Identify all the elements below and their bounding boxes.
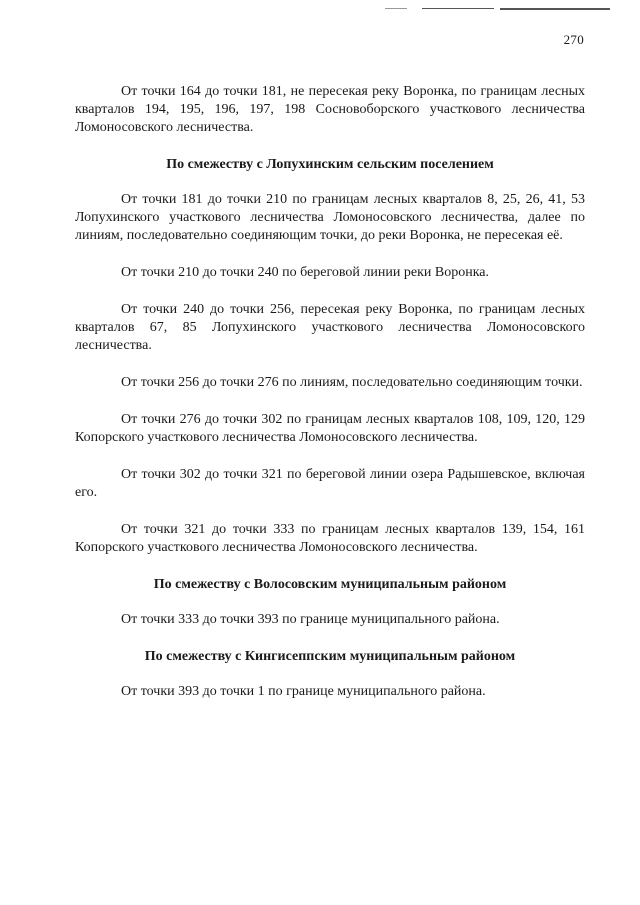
scan-artifact-line (500, 8, 610, 10)
paragraph-points-333-393: От точки 333 до точки 393 по границе муниципального района. (121, 612, 500, 627)
paragraph-points-302-321: От точки 302 до точки 321 по береговой линии озера Радышевское, включая его. (75, 467, 585, 500)
page-number: 270 (563, 32, 584, 47)
paragraph-points-164-181: От точки 164 до точки 181, не пересекая реку Воронка, по границам лесных кварталов 194, 195, 196, 197, 198 Сосновоборского участкового лесничества Ломоносовского лесничества. (75, 84, 585, 135)
paragraph-points-181-210: От точки 181 до точки 210 по границам лесных кварталов 8, 25, 26, 41, 53 Лопухинского участкового лесничества Ломоносовского лесничества, далее по линиям, последовательно соединяющим точки, до реки Воронка, не пересекая её. (75, 192, 585, 243)
paragraph-points-240-256: От точки 240 до точки 256, пересекая реку Воронка, по границам лесных кварталов 67, 85 Лопухинского участкового лесничества Ломоносовского лесничества. (75, 302, 585, 353)
paragraph-points-256-276: От точки 256 до точки 276 по линиям, последовательно соединяющим точки. (121, 375, 583, 390)
section-heading-volosovsky: По смежеству с Волосовским муниципальным районом (153, 577, 507, 592)
paragraph-points-276-302: От точки 276 до точки 302 по границам лесных кварталов 108, 109, 120, 129 Копорского участкового лесничества Ломоносовского лесничества. (75, 412, 585, 445)
section-heading-kingiseppsky: По смежеству с Кингисеппским муниципальным районом (144, 649, 516, 664)
section-heading-lopukhinskoe: По смежеству с Лопухинским сельским поселением (166, 157, 494, 172)
paragraph-points-393-1: От точки 393 до точки 1 по границе муниципального района. (121, 684, 486, 699)
scan-artifact-line (422, 8, 494, 9)
scan-artifact-line (385, 8, 407, 9)
document-body (75, 83, 585, 701)
paragraph-points-210-240: От точки 210 до точки 240 по береговой линии реки Воронка. (121, 265, 490, 280)
paragraph-points-321-333: От точки 321 до точки 333 по границам лесных кварталов 139, 154, 161 Копорского участкового лесничества Ломоносовского лесничества. (75, 522, 585, 555)
